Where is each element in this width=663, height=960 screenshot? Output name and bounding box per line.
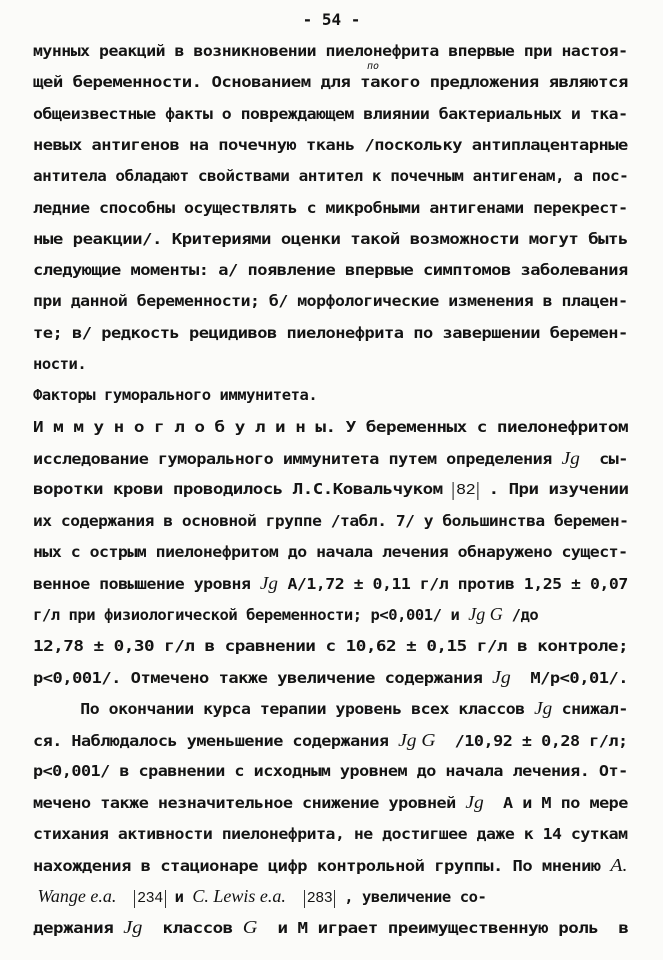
text-run: ности. [33, 355, 87, 373]
text-run: сы- [579, 449, 628, 468]
text-run: и М играет преимущественную роль в [257, 919, 629, 938]
citation-ref: 234 [134, 890, 166, 908]
text-line [33, 67, 628, 98]
text-line [33, 130, 628, 161]
text-run: 12,78 ± 0,30 г/л в сравнении с 10,62 ± 0,15 г/л в контроле; [33, 636, 629, 655]
italic-term: Jg [123, 917, 143, 938]
text-run: при данной беременности; б/ морфологические изменения в плацен- [33, 292, 628, 311]
text-line [33, 568, 628, 599]
handwritten-correction: по [367, 61, 380, 73]
text-run: мечено также незначительное снижение уровней [33, 794, 466, 813]
text-run: стихания активности пиелонефрита, не достигшее даже к 14 суткам [33, 824, 628, 843]
text-run: ся. Наблюдалось уменьшение содержания [33, 731, 399, 750]
text-run: /10,92 ± 0,28 г/л; [435, 731, 628, 750]
text-run: антитела обладают свойствами антител к почечным антигенам, а пос- [33, 167, 629, 186]
text-line [33, 693, 628, 724]
text-line [33, 161, 628, 192]
text-line [33, 255, 628, 286]
italic-term: A. [610, 854, 628, 875]
italic-term: Jg [259, 573, 278, 594]
text-line [33, 787, 628, 818]
text-run: воротки крови проводилось Л.С.Ковальчуком [33, 480, 453, 499]
text-line [33, 756, 628, 787]
italic-term: Jg [465, 792, 484, 813]
text-line [33, 380, 317, 411]
text-run: щей беременности. Основанием для такого предложения являются [33, 73, 628, 92]
text-run: , увеличение со- [335, 888, 487, 907]
text-run: И м м у н о г л о б у л и н ы. У беременных с пиелонефритом [33, 417, 629, 436]
text-line [33, 474, 628, 505]
text-line [33, 912, 628, 943]
italic-term: Jg [561, 447, 580, 468]
text-run [116, 888, 134, 906]
text-run: ледние способны осуществлять с микробными антигенами перекрест- [33, 198, 628, 217]
text-line [33, 506, 628, 537]
text-run: следующие моменты: а/ появление впервые симптомов заболевания [33, 261, 628, 280]
text-run: А/1,72 ± 0,11 г/л против 1,25 ± 0,07 [277, 575, 628, 594]
text-run: венное повышение уровня [33, 575, 260, 594]
text-run: общеизвестные факты о повреждающем влиянии бактериальных и тка- [33, 104, 628, 123]
text-line [33, 599, 538, 630]
text-line [33, 318, 628, 349]
text-line [33, 662, 628, 693]
text-line [33, 99, 628, 130]
text-line [33, 537, 628, 568]
text-line [33, 881, 486, 912]
text-run: классов [142, 919, 243, 938]
text-run: ных с острым пиелонефритом до начала лечения обнаружено сущест- [33, 542, 628, 561]
italic-term: Jg [534, 698, 553, 719]
text-line [33, 412, 628, 443]
text-run: мунных реакций в возникновении пиелонефрита впервые при настоя- [33, 42, 628, 60]
text-line [33, 36, 628, 67]
text-run: М/р<0,01/. [510, 669, 629, 687]
italic-term: Jg [492, 667, 511, 687]
text-line [33, 819, 628, 850]
text-run: и [165, 888, 193, 907]
text-run: р<0,001/ в сравнении с исходным уровнем до начала лечения. От- [33, 761, 628, 780]
citation-ref: 283 [304, 890, 336, 908]
italic-term: Jg G [398, 729, 436, 750]
text-run: р<0,001/. Отмечено также увеличение содержания [33, 669, 493, 687]
text-run: нахождения в стационаре цифр контрольной группы. По мнению [33, 856, 611, 875]
page-number: - 54 - [302, 10, 361, 29]
text-run: те; в/ редкость рецидивов пиелонефрита по завершении беремен- [33, 323, 628, 342]
text-run: г/л при физиологической беременности; р<0,001/ и [33, 606, 469, 625]
text-line [33, 631, 628, 662]
text-run: исследование гуморального иммунитета путем определения [33, 449, 562, 468]
text-line [33, 286, 628, 317]
text-run: А и М по мере [483, 794, 628, 813]
text-line [33, 224, 628, 255]
text-line [33, 850, 628, 881]
text-line [33, 349, 86, 380]
text-run: их содержания в основной группе /табл. 7/ у большинства беремен- [33, 511, 629, 530]
text-run: Факторы гуморального иммунитета. [33, 386, 318, 405]
italic-term: Jg G [468, 604, 503, 625]
text-run: держания [33, 919, 124, 938]
text-line [33, 725, 628, 756]
italic-term: Wange e.a. [33, 886, 117, 907]
italic-term: G [242, 917, 258, 938]
italic-term: C. Lewis e.a. [192, 886, 286, 907]
text-run: /до [502, 606, 539, 625]
text-run: ные реакции/. Критериями оценки такой возможности могут быть [33, 229, 628, 248]
text-run [286, 888, 304, 906]
text-run: снижал- [552, 700, 628, 719]
citation-ref: 82 [453, 482, 479, 500]
text-run: . При изучении [478, 480, 629, 499]
text-line [33, 193, 628, 224]
text-run: невых антигенов на почечную ткань /поскольку антиплацентарные [33, 135, 628, 154]
text-line [33, 443, 628, 474]
text-run: По окончании курса терапии уровень всех классов [33, 700, 535, 719]
